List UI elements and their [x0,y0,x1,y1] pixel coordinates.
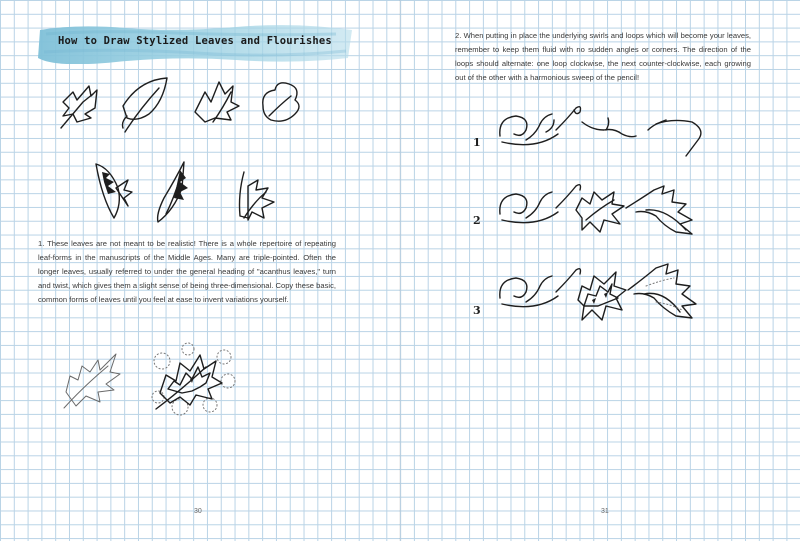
leaf-study-row-1 [55,72,305,134]
page-number-right: 31 [601,508,609,515]
instruction-paragraph-1: 1. These leaves are not meant to be realistic! There is a whole repertoire of repeating leaf-forms in the manuscripts of the Middle Ages. Many are triple-pointed. Often the longer leaves, usually referred to under the general heading of "acanthus leaves," turn and twist, which gives them a slight sense of being three-dimensional. Copy these basic, common forms of leaves until you feel at ease to invent variations yourself. [38,239,336,304]
step-label-1: 1 [473,136,481,149]
leaf-study-row-2 [88,158,288,226]
flourish-step-2 [496,180,708,244]
step-label-3: 3 [473,304,481,317]
acanthus-leaf-sketch [60,350,130,410]
flourish-step-3 [496,260,708,332]
page-number-left: 30 [194,508,202,515]
acanthus-leaf-with-construction [140,335,240,420]
instruction-paragraph-2: 2. When putting in place the underlying swirls and loops which will become your leaves, remember to keep them fluid with no sudden angles or corners. The direction of the loops should alternate: one loop clockwise, the next counter-clockwise, each growing out of the other with a harmonious sweep of the pencil! [455,31,751,82]
page-title: How to Draw Stylized Leaves and Flourishes [58,35,332,47]
flourish-step-1 [496,100,708,162]
step-label-2: 2 [473,214,481,227]
page-gutter [399,0,402,541]
